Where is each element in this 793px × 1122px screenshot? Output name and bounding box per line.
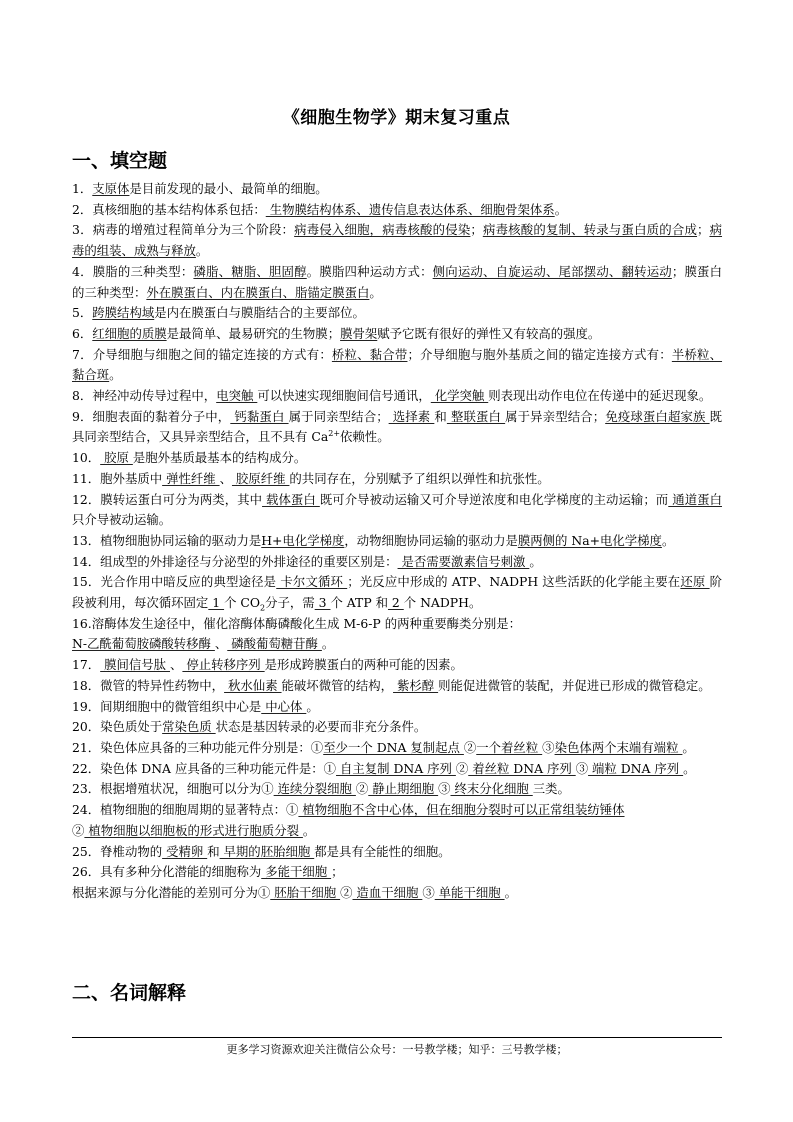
answer-blank: 磷脂、糖脂、胆固醇 bbox=[193, 263, 307, 279]
question-item bbox=[72, 179, 722, 200]
answer-blank: 多能干细胞 bbox=[261, 864, 332, 880]
answer-blank: 弹性纤维 bbox=[162, 470, 220, 486]
question-number: 13． bbox=[72, 532, 101, 548]
question-text: 介导细胞与细胞之间的锚定连接的方式有： bbox=[92, 346, 332, 362]
answer-blank: 生物膜结构体系、遗传信息表达体系、细胞骨架体系 bbox=[265, 201, 555, 217]
question-number: 2． bbox=[72, 201, 93, 217]
question-text: 的共同存在，分别赋予了组织以弹性和抗张性。 bbox=[289, 470, 550, 486]
question-item bbox=[72, 531, 722, 552]
question-text: 则能促进微管的装配，并促进已形成的微管稳定。 bbox=[438, 677, 711, 693]
question-item bbox=[72, 386, 722, 407]
answer-blank: H+电化学梯度 bbox=[261, 532, 345, 548]
question-text: 染色体 DNA 应具备的三种功能元件是：① bbox=[100, 760, 337, 776]
answer-blank: 整联蛋白 bbox=[446, 408, 506, 424]
question-number: 9． bbox=[72, 408, 93, 424]
question-text: 属于同亲型结合； bbox=[288, 408, 389, 424]
question-text: 和 bbox=[207, 843, 220, 859]
question-item bbox=[72, 448, 722, 469]
answer-blank: 半桥粒、黏合斑 bbox=[72, 346, 723, 383]
question-number: 6． bbox=[72, 325, 93, 341]
question-text: 个 ATP 和 bbox=[330, 595, 388, 611]
question-number: 12． bbox=[72, 491, 101, 507]
question-item bbox=[72, 738, 722, 759]
question-text: 真核细胞的基本结构体系包括： bbox=[92, 201, 266, 217]
question-text: 属于异亲型结合； bbox=[505, 408, 606, 424]
question-text: ③ bbox=[575, 760, 589, 776]
answer-blank: 膜间信号肽 bbox=[100, 657, 171, 673]
question-item bbox=[72, 572, 722, 613]
answer-blank: 植物细胞不含中心体，但在细胞分裂时可以正常组装纺锤体 bbox=[298, 802, 625, 818]
question-text: 是最简单、最易研究的生物膜； bbox=[166, 325, 341, 341]
question-text: 都是具有全能性的细胞。 bbox=[314, 843, 451, 859]
answer-blank: 染色体两个末端有端粒 bbox=[554, 739, 683, 755]
question-number: 11． bbox=[72, 470, 101, 486]
question-text: 病毒的增殖过程简单分为三个阶段： bbox=[92, 222, 295, 238]
question-text: 个 CO bbox=[224, 595, 261, 611]
answer-blank: 植物细胞以细胞板的形式进行胞质分裂 bbox=[84, 822, 303, 838]
question-text: 则表现出动作电位在传递中的延迟现象。 bbox=[488, 388, 712, 404]
question-item bbox=[72, 469, 722, 490]
answer-blank: 胚胎干细胞 bbox=[270, 884, 341, 900]
question-text: ； bbox=[697, 222, 710, 238]
question-item bbox=[72, 407, 722, 448]
question-text: ；膜蛋白的三种类型： bbox=[72, 263, 723, 300]
question-number: 14． bbox=[72, 553, 101, 569]
question-item bbox=[72, 262, 722, 303]
question-number: 17． bbox=[72, 657, 101, 673]
question-text: 、 bbox=[214, 636, 228, 652]
question-text: 。 bbox=[109, 367, 122, 383]
answer-blank: 静止期细胞 bbox=[368, 781, 439, 797]
question-text: 植物细胞协同运输的驱动力是 bbox=[100, 532, 262, 548]
question-text: 。 bbox=[321, 636, 335, 652]
question-text: ；光反应中形成的 ATP、NADPH 这些活跃的化学能主要在 bbox=[347, 574, 681, 590]
question-text: 是胞外基质最基本的结构成分。 bbox=[132, 450, 307, 466]
question-number: 1． bbox=[72, 181, 93, 196]
question-number: 10． bbox=[72, 450, 101, 466]
question-text: 。 bbox=[554, 201, 568, 217]
superscript: 2+ bbox=[328, 429, 341, 439]
question-text: 三类。 bbox=[532, 781, 570, 797]
question-number: 21． bbox=[72, 739, 101, 755]
answer-blank: 病毒核酸的复制、转录与蛋白质的合成 bbox=[482, 222, 698, 238]
question-item bbox=[72, 717, 722, 738]
question-text: 个 NADPH。 bbox=[403, 595, 482, 611]
answer-blank: 紫杉醇 bbox=[393, 677, 439, 693]
question-text: 是目前发现的最小、最简单的细胞。 bbox=[129, 181, 328, 196]
question-text: 赋予它既有很好的弹性又有较高的强度。 bbox=[377, 325, 601, 341]
answer-blank: 化学突触 bbox=[430, 388, 489, 404]
answer-blank: 秋水仙素 bbox=[224, 677, 282, 693]
question-item bbox=[72, 200, 722, 221]
question-number: 22． bbox=[72, 760, 101, 776]
question-number: 7． bbox=[72, 346, 93, 362]
question-number: 20． bbox=[72, 719, 101, 735]
question-text: 染色质处于 bbox=[100, 719, 163, 735]
question-text: 。 bbox=[302, 822, 316, 838]
question-item bbox=[72, 614, 722, 655]
question-item bbox=[72, 324, 722, 345]
question-number: 15． bbox=[72, 574, 101, 590]
question-number: 19． bbox=[72, 698, 101, 714]
section-heading-definitions: 二、名词解释 bbox=[72, 982, 187, 1004]
question-text: 植物细胞的细胞周期的显著特点：① bbox=[100, 802, 299, 818]
answer-blank: 病毒的组装、成熟与释放 bbox=[72, 222, 723, 259]
answer-blank: N-乙酰葡萄胺磷酸转移酶 bbox=[72, 636, 215, 652]
answer-blank: 载体蛋白 bbox=[262, 491, 320, 507]
question-text: 。 bbox=[661, 532, 675, 548]
question-item bbox=[72, 842, 722, 863]
question-text: 。 bbox=[369, 284, 382, 300]
question-text: 状态是基因转录的必要而非充分条件。 bbox=[215, 719, 427, 735]
answer-blank: 外在膜蛋白、内在膜蛋白、脂锚定膜蛋白 bbox=[146, 284, 370, 300]
question-text: ② bbox=[355, 781, 369, 797]
question-text: 既可介导被动运输又可介导逆浓度和电化学梯度的主动运输；而 bbox=[319, 491, 669, 507]
question-text: 能破坏微管的结构， bbox=[281, 677, 394, 693]
answer-blank: 1 bbox=[208, 595, 225, 611]
question-item bbox=[72, 303, 722, 324]
answer-blank: 中心体 bbox=[261, 698, 307, 714]
question-number: 8． bbox=[72, 388, 93, 404]
answer-blank: 造血干细胞 bbox=[352, 884, 423, 900]
question-text: 。 bbox=[683, 760, 696, 776]
question-item bbox=[72, 883, 722, 904]
answer-blank: 侧向运动、自旋运动、尾部摆动、翻转运动 bbox=[432, 263, 672, 279]
question-text: 是形成跨膜蛋白的两种可能的因素。 bbox=[264, 657, 463, 673]
question-text: 。 bbox=[529, 553, 542, 569]
question-text: 细胞表面的黏着分子中， bbox=[92, 408, 231, 424]
answer-blank: 免疫球蛋白超家族 bbox=[605, 408, 710, 424]
question-text: ③ bbox=[542, 739, 555, 755]
question-text: 依赖性。 bbox=[340, 429, 390, 445]
question-text: 。 bbox=[306, 698, 319, 714]
question-text: 组成型的外排途径与分泌型的外排途径的重要区别是： bbox=[100, 553, 398, 569]
answer-blank: 2 bbox=[387, 595, 404, 611]
question-text: 。膜脂四种运动方式： bbox=[306, 263, 433, 279]
question-item bbox=[72, 779, 722, 800]
question-text: ② bbox=[72, 822, 85, 838]
question-number: 16. bbox=[72, 615, 92, 631]
question-text: 光合作用中暗反应的典型途径是 bbox=[100, 574, 277, 590]
question-item bbox=[72, 697, 722, 718]
section-heading-fill-in-blanks: 一、填空题 bbox=[72, 150, 168, 172]
answer-blank: 红细胞的质膜 bbox=[92, 325, 167, 341]
question-item bbox=[72, 490, 722, 531]
question-text: 阶段被利用，每次循环固定 bbox=[72, 574, 722, 611]
answer-blank: 电突触 bbox=[216, 388, 258, 404]
footer-divider bbox=[72, 1037, 722, 1038]
question-text: ③ bbox=[438, 781, 451, 797]
footer-note: 更多学习资源欢迎关注微信公众号：一号教学楼；知乎：三号教学楼； bbox=[226, 1043, 568, 1056]
question-number: 25． bbox=[72, 843, 101, 859]
question-text: 神经冲动传导过程中， bbox=[92, 388, 217, 404]
answer-blank: 一个着丝粒 bbox=[476, 739, 543, 755]
question-item bbox=[72, 800, 722, 841]
question-text: ② bbox=[463, 739, 477, 755]
answer-blank: 膜骨架 bbox=[340, 325, 378, 341]
question-text: 脊椎动物的 bbox=[100, 843, 163, 859]
question-item bbox=[72, 552, 722, 573]
answer-blank: 终末分化细胞 bbox=[450, 781, 533, 797]
question-text: 膜转运蛋白可分为两类，其中 bbox=[100, 491, 263, 507]
question-text: 可以快速实现细胞间信号通讯， bbox=[257, 388, 431, 404]
answer-blank: 通道蛋白 bbox=[668, 491, 722, 507]
answer-blank: 病毒侵入细胞，病毒核酸的侵染 bbox=[294, 222, 471, 238]
answer-blank: 早期的胚胎细胞 bbox=[219, 843, 315, 859]
question-item bbox=[72, 345, 722, 386]
answer-blank: 膜两侧的 Na+电化学梯度 bbox=[517, 532, 662, 548]
answer-blank: 停止转移序列 bbox=[182, 657, 265, 673]
question-number: 18． bbox=[72, 677, 101, 693]
question-text: ③ bbox=[422, 884, 435, 900]
question-text: ② bbox=[455, 760, 469, 776]
question-number: 3． bbox=[72, 222, 93, 238]
question-number: 4． bbox=[72, 263, 93, 279]
question-item bbox=[72, 759, 722, 780]
question-text: 、 bbox=[219, 470, 232, 486]
answer-blank: 连续分裂细胞 bbox=[273, 781, 356, 797]
question-text: 。 bbox=[504, 884, 517, 900]
answer-blank: 胶原纤维 bbox=[231, 470, 290, 486]
answer-blank: 钙黏蛋白 bbox=[230, 408, 289, 424]
answer-blank: 卡尔文循环 bbox=[276, 574, 348, 590]
question-text: 既具同亲型结合，又具异亲型结合，且不具有 Ca bbox=[72, 408, 722, 445]
question-text: 溶酶体发生途径中，催化溶酶体酶磷酸化生成 M-6-P 的两种重要酶类分别是： bbox=[91, 615, 521, 631]
question-text: ；介导细胞与胞外基质之间的锚定连接方式有： bbox=[407, 346, 672, 362]
question-text: 。 bbox=[195, 243, 209, 259]
question-text: 。 bbox=[682, 739, 695, 755]
question-text: 胞外基质中 bbox=[100, 470, 163, 486]
question-item bbox=[72, 220, 722, 261]
answer-blank: 支原体 bbox=[92, 181, 130, 196]
question-text: ，动物细胞协同运输的驱动力是 bbox=[344, 532, 518, 548]
question-text: 和 bbox=[434, 408, 447, 424]
question-text: ； bbox=[331, 864, 344, 880]
question-text: 只介导被动运输。 bbox=[72, 512, 172, 528]
question-text: 、 bbox=[170, 657, 183, 673]
question-text: 根据来源与分化潜能的差别可分为① bbox=[72, 884, 271, 900]
question-number: 5． bbox=[72, 305, 93, 321]
answer-blank: 受精卵 bbox=[162, 843, 208, 859]
answer-blank: 端粒 DNA 序列 bbox=[588, 760, 684, 776]
subscript: 2 bbox=[260, 603, 266, 613]
question-text: ② bbox=[340, 884, 353, 900]
question-item bbox=[72, 655, 722, 676]
question-item bbox=[72, 862, 722, 883]
answer-blank: 至少一个 DNA 复制起点 bbox=[323, 739, 464, 755]
question-item bbox=[72, 676, 722, 697]
question-text: 具有多种分化潜能的细胞称为 bbox=[100, 864, 262, 880]
question-number: 24． bbox=[72, 802, 101, 818]
answer-blank: 桥粒、黏合带 bbox=[331, 346, 408, 362]
answer-blank: 着丝粒 DNA 序列 bbox=[468, 760, 576, 776]
answer-blank: 磷酸葡萄糖苷酶 bbox=[227, 636, 322, 652]
question-number: 23． bbox=[72, 781, 101, 797]
question-text: ； bbox=[470, 222, 483, 238]
answer-blank: 胶原 bbox=[100, 450, 133, 466]
question-text: 微管的特异性药物中， bbox=[100, 677, 225, 693]
question-text: 间期细胞中的微管组织中心是 bbox=[100, 698, 262, 714]
question-number: 26． bbox=[72, 864, 101, 880]
question-text: 分子，需 bbox=[265, 595, 315, 611]
answer-blank: 是否需要激素信号刺激 bbox=[397, 553, 530, 569]
document-title: 《细胞生物学》期末复习重点 bbox=[282, 108, 511, 128]
answer-blank: 单能干细胞 bbox=[434, 884, 505, 900]
answer-blank: 3 bbox=[314, 595, 331, 611]
question-list bbox=[72, 179, 722, 904]
question-text: 膜脂的三种类型： bbox=[92, 263, 194, 279]
answer-blank: 自主复制 DNA 序列 bbox=[336, 760, 456, 776]
question-text: 染色体应具备的三种功能元件分别是：① bbox=[100, 739, 324, 755]
question-text: 是内在膜蛋白与膜脂结合的主要部位。 bbox=[154, 305, 365, 321]
answer-blank: 常染色质 bbox=[162, 719, 216, 735]
answer-blank: 选择素 bbox=[388, 408, 435, 424]
answer-blank: 还原 bbox=[680, 574, 710, 590]
answer-blank: 跨膜结构域 bbox=[92, 305, 155, 321]
question-text: 根据增殖状况，细胞可以分为① bbox=[100, 781, 274, 797]
